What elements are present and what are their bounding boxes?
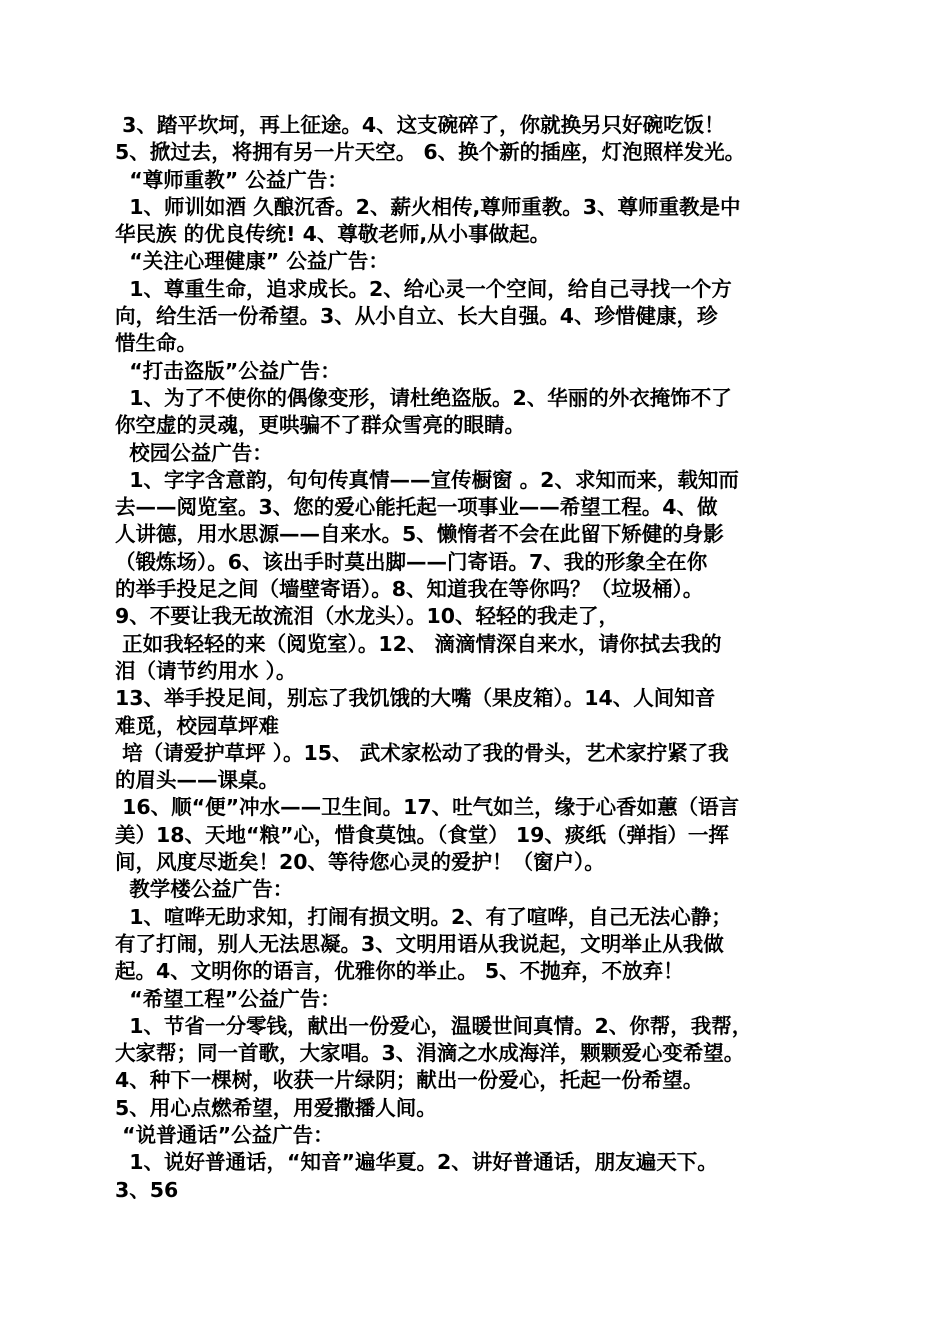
text-line: 正如我轻轻的来（阅览室）。12、 滴滴情深自来水，请你拭去我的 [115,631,722,656]
text-line: 有了打闹，别人无法思凝。3、文明用语从我说起，文明举止从我做 [115,931,724,956]
text-line: 5、掀过去，将拥有另一片天空。 6、换个新的插座，灯泡照样发光。 [115,140,746,165]
text-line: 4、种下一棵树，收获一片绿阴；献出一份爱心，托起一份希望。 [115,1068,704,1093]
document-body-text [115,112,845,1204]
text-line: 间，风度尽逝矣！20、等待您心灵的爱护！（窗户）。 [115,850,605,875]
text-line: 13、举手投足间，别忘了我饥饿的大嘴（果皮箱）。14、人间知音 [115,686,716,711]
text-line: 1、节省一分零钱，献出一份爱心，温暖世间真情。2、你帮，我帮， [115,1013,753,1038]
text-line: 美）18、天地“粮”心，惜食莫蚀。（食堂） 19、痰纸（弹指）一挥 [115,822,729,847]
text-line: 向，给生活一份希望。3、从小自立、长大自强。4、珍惜健康，珍 [115,304,718,329]
text-line: 16、顺“便”冲水——卫生间。17、吐气如兰，缘于心香如蕙（语言 [115,795,740,820]
text-line: 培（请爱护草坪 ）。15、 武术家松动了我的骨头，艺术家拧紧了我 [115,740,729,765]
text-line: 1、说好普通话，“知音”遍华夏。2、讲好普通话，朋友遍天下。 [115,1150,718,1175]
text-line: 的举手投足之间（墙壁寄语）。8、知道我在等你吗？（垃圾桶）。 [115,577,704,602]
text-line: 人讲德，用水思源——自来水。5、懒惰者不会在此留下矫健的身影 [115,522,724,547]
text-line: （锻炼场）。6、该出手时莫出脚——门寄语。7、我的形象全在你 [115,549,708,574]
text-line: 大家帮；同一首歌，大家唱。3、涓滴之水成海洋，颗颗爱心变希望。 [115,1041,745,1066]
text-line: 教学楼公益广告： [115,877,294,902]
text-line: 你空虚的灵魂，更哄骗不了群众雪亮的眼睛。 [115,413,525,438]
text-line: 校园公益广告： [115,440,273,465]
text-line: 惜生命。 [115,331,197,356]
text-line: “希望工程”公益广告： [115,986,341,1011]
text-line: 1、尊重生命，追求成长。2、给心灵一个空间，给自己寻找一个方 [115,276,732,301]
text-line: “打击盗版”公益广告： [115,358,341,383]
text-line: 1、为了不使你的偶像变形，请杜绝盗版。2、华丽的外衣掩饰不了 [115,385,732,410]
text-line: 1、师训如酒 久酿沉香。2、薪火相传,尊师重教。3、尊师重教是中 [115,194,741,219]
text-line: 5、用心点燃希望，用爱撒播人间。 [115,1095,437,1120]
text-line: 泪（请节约用水 ）。 [115,658,297,683]
text-line: 1、喧哗无助求知，打闹有损文明。2、有了喧哗，自己无法心静； [115,904,732,929]
text-line: “说普通话”公益广告： [115,1122,334,1147]
text-line: 3、56 [115,1177,179,1202]
text-line: 难觅，校园草坪难 [115,713,279,738]
text-line: 3、踏平坎坷，再上征途。4、这支碗碎了，你就换另只好碗吃饭！ [115,113,725,137]
text-line: 华民族 的优良传统! 4、尊敬老师,从小事做起。 [115,222,551,247]
text-line: 的眉头——课桌。 [115,768,279,793]
text-line: 起。4、文明你的语言，优雅你的举止。 5、不抛弃，不放弃！ [115,959,684,984]
text-line: “关注心理健康” 公益广告： [115,249,389,274]
text-line: 去——阅览室。3、您的爱心能托起一项事业——希望工程。4、做 [115,495,718,520]
text-line: “尊师重教” 公益广告： [115,167,348,192]
text-line: 1、字字含意韵，句句传真情——宣传橱窗 。2、求知而来，载知而 [115,467,739,492]
text-line: 9、不要让我无故流泪（水龙头）。10、轻轻的我走了， [115,604,620,629]
